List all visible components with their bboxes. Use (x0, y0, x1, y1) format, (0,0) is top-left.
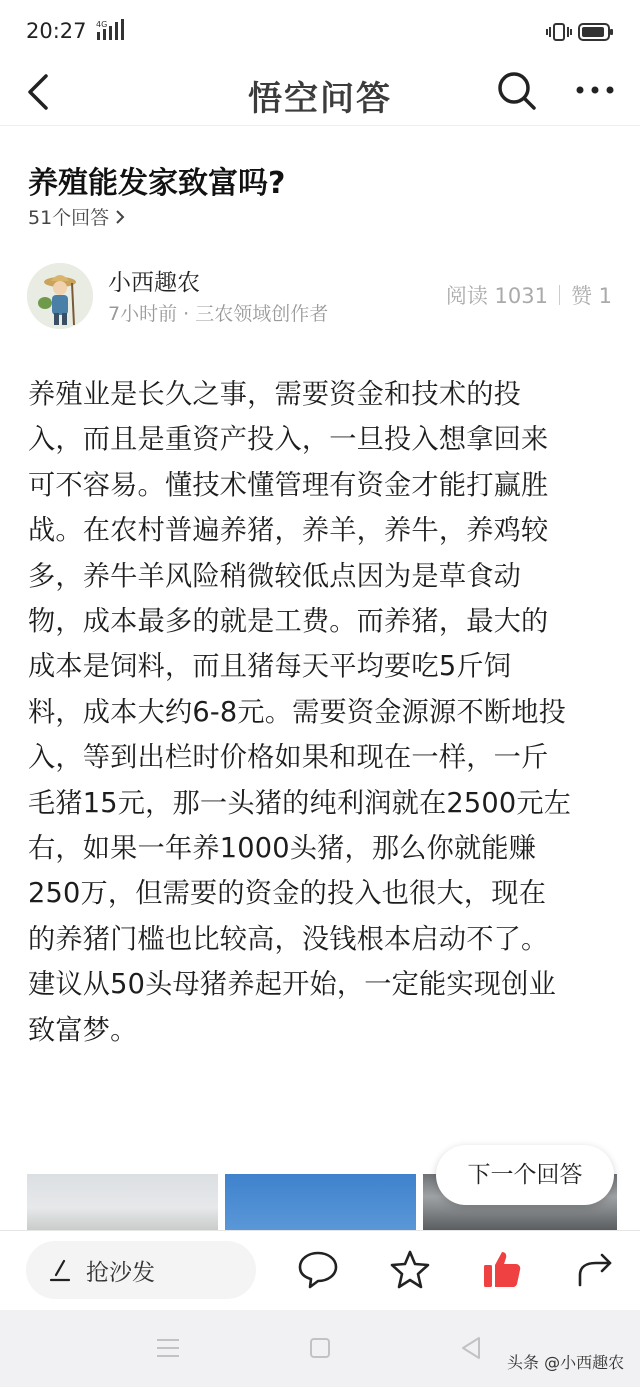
answer-line: 建议从50头母猪养起开始，一定能实现创业 (28, 969, 556, 1001)
chevron-right-icon (115, 209, 125, 225)
author-meta: 7小时前 · 三农领域创作者 (108, 303, 329, 325)
author-name[interactable]: 小西趣农 (108, 270, 200, 296)
system-nav-bar (0, 1310, 640, 1387)
share-icon[interactable] (574, 1247, 618, 1291)
read-count: 阅读 1031 (445, 284, 548, 308)
answer-line: 右，如果一年养1000头猪，那么你就能赚 (28, 833, 537, 865)
answer-line: 成本是饲料，而且猪每天平均要吃5斤饲 (28, 651, 512, 683)
answer-line: 毛猪15元，那一头猪的纯利润就在2500元左 (28, 787, 572, 819)
back-triangle-icon[interactable] (457, 1335, 487, 1361)
answer-count-link[interactable] (28, 203, 125, 230)
answer-line: 多，养牛羊风险稍微较低点因为是草食动 (28, 560, 521, 592)
answer-image[interactable] (27, 1174, 218, 1230)
menu-icon[interactable] (153, 1335, 183, 1361)
pencil-icon (48, 1258, 72, 1282)
app-title: 悟空问答 (248, 79, 392, 119)
vibrate-icon (546, 22, 572, 42)
network-type: 4G (96, 20, 108, 29)
answer-body (28, 372, 620, 1053)
question-title[interactable]: 养殖能发家致富吗? (28, 166, 286, 201)
answer-image[interactable] (225, 1174, 416, 1230)
comment-input-label: 抢沙发 (86, 1259, 155, 1286)
thumbs-up-icon[interactable] (480, 1247, 524, 1291)
avatar[interactable] (27, 263, 93, 329)
answer-line: 物，成本最多的就是工费。而养猪，最大的 (28, 606, 549, 638)
status-time: 20:27 (26, 19, 87, 43)
stats-divider (559, 285, 560, 305)
comment-input-button[interactable] (26, 1241, 256, 1299)
answer-line: 的养猪门槛也比较高，没钱根本启动不了。 (28, 923, 549, 955)
answer-count-label: 51个回答 (28, 207, 110, 229)
bottom-action-bar (0, 1230, 640, 1310)
answer-line: 战。在农村普遍养猪，养羊，养牛，养鸡较 (28, 515, 549, 547)
next-answer-button[interactable]: 下一个回答 (436, 1145, 614, 1205)
answer-line: 可不容易。懂技术懂管理有资金才能打赢胜 (28, 469, 549, 501)
like-count: 赞 1 (570, 284, 612, 308)
farmer-avatar-icon (27, 263, 93, 329)
answer-stats (446, 280, 612, 310)
answer-line: 养殖业是长久之事，需要资金和技术的投 (28, 379, 521, 410)
home-icon[interactable] (305, 1335, 335, 1361)
answer-line: 致富梦。 (28, 1014, 138, 1046)
nav-bar (0, 62, 640, 126)
comment-icon[interactable] (296, 1247, 340, 1291)
battery-icon (578, 22, 614, 42)
more-icon[interactable] (572, 70, 618, 110)
answer-line: 入，等到出栏时价格如果和现在一样，一斤 (28, 742, 549, 774)
watermark: 头条 @小西趣农 (507, 1353, 625, 1372)
search-icon[interactable] (494, 68, 540, 114)
answer-line: 250万，但需要的资金的投入也很大，现在 (28, 878, 547, 910)
answer-line: 料，成本大约6-8元。需要资金源源不断地投 (28, 696, 566, 728)
star-icon[interactable] (388, 1247, 432, 1291)
signal-icon (95, 18, 125, 42)
answer-line: 入，而且是重资产投入，一旦投入想拿回来 (28, 424, 549, 456)
status-bar (0, 0, 640, 62)
